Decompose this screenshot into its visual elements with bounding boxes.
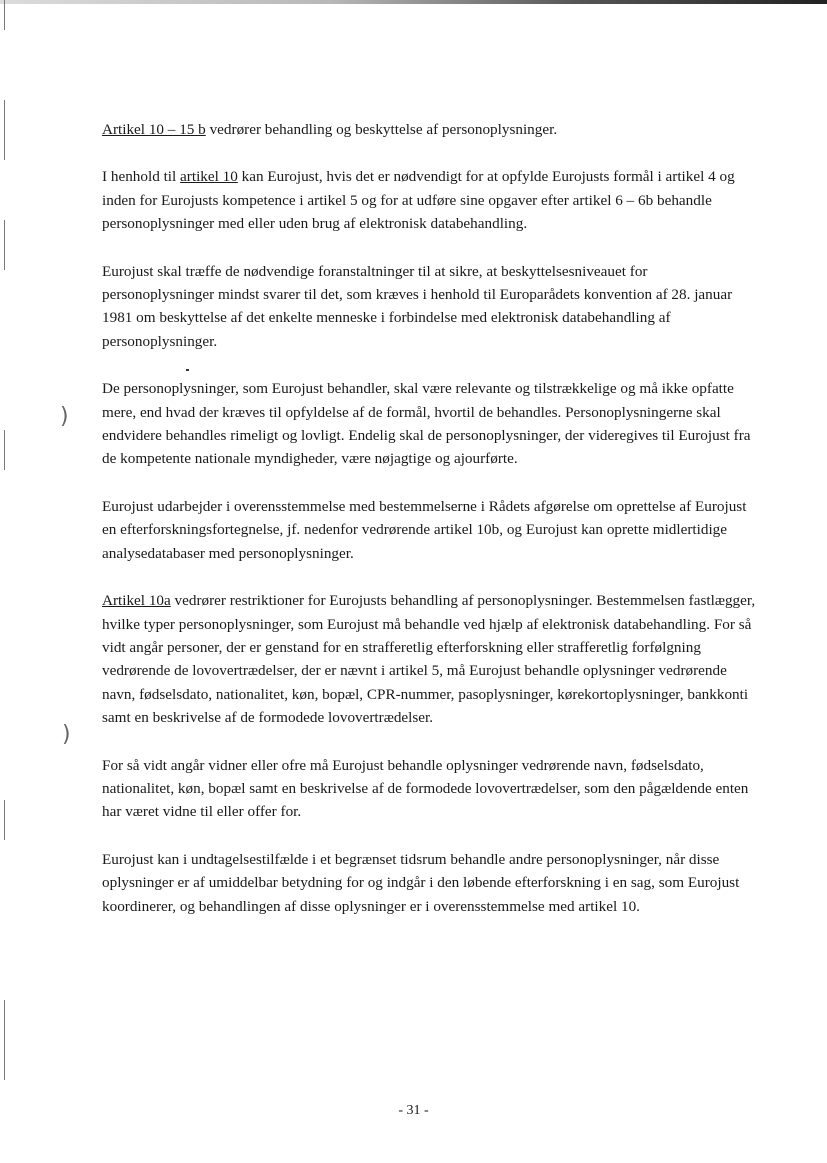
paragraph-index: [102, 495, 756, 565]
paragraph-text: vedrører restriktioner for Eurojusts behandling af personoplysninger. Bestemmelsen fastlægger, hvilke typer personoplysninger, som Eurojust må behandle ved hjælp af elektronisk databehandling. For så vidt angår personer, der er genstand for en strafferetlig efterforskning eller strafferetlig forfølgning vedrørende de lovovertrædelser, der er nævnt i artikel 5, må Eurojust behandle oplysninger vedrørende navn, fødselsdato, nationalitet, køn, bopæl, CPR-nummer, pasoplysninger, kørekortoplysninger, bankkonti samt en beskrivelse af de formodede lovovertrædelser.: [102, 592, 756, 727]
left-scan-edge: [4, 430, 5, 470]
article-reference: artikel 10: [180, 168, 238, 186]
paragraph-articles-10-15b: [102, 118, 756, 141]
paragraph-text: Eurojust udarbejder i overensstemmelse med bestemmelserne i Rådets afgørelse om oprettelse af Eurojust en efterforskningsfortegnelse, jf. nedenfor vedrørende artikel 10b, og Eurojust kan oprette midlertidige analysedatabaser med personoplysninger.: [102, 497, 747, 562]
paragraph-text: Eurojust kan i undtagelsestilfælde i et begrænset tidsrum behandle andre personoplysninger, når disse oplysninger er af umiddelbar betydning for og indgår i den løbende efterforskning i en sag, som Eurojust koordinerer, og behandlingen af disse oplysninger er i overensstemmelse med artikel 10.: [102, 850, 740, 915]
paragraph-text: For så vidt angår vidner eller ofre må Eurojust behandle oplysninger vedrørende navn, fødselsdato, nationalitet, køn, bopæl samt en beskrivelse af de formodede lovovertrædelser, som den pågældende enten har været vidne til eller offer for.: [102, 756, 749, 821]
punch-hole-mark: ): [60, 404, 69, 429]
left-scan-edge: [4, 800, 5, 840]
paragraph-text: kan Eurojust, hvis det er nødvendigt for at opfylde Eurojusts formål i artikel 4 og inden for Eurojusts kompetence i artikel 5 og for at udføre sine opgaver efter artikel 6 – 6b behandle personoplysninger med eller uden brug af elektronisk databehandling.: [102, 168, 735, 233]
paragraph-text: vedrører behandling og beskyttelse af personoplysninger.: [205, 121, 558, 138]
paragraph-exceptions: [102, 848, 756, 918]
paragraph-article-10a: [102, 589, 756, 729]
left-scan-edge: [4, 0, 5, 30]
left-scan-edge: [4, 1000, 5, 1080]
left-scan-edge: [4, 100, 5, 160]
punch-hole-mark: ): [62, 722, 71, 747]
article-reference: Artikel 10 – 15 b: [102, 121, 206, 138]
top-scan-border: [0, 0, 827, 4]
article-reference: Artikel 10a: [102, 592, 171, 610]
paragraph-witnesses: [102, 754, 756, 824]
paragraph-lead: I henhold til: [102, 168, 181, 186]
paragraph-relevance: [102, 377, 756, 471]
paragraph-protection-level: [102, 260, 756, 354]
left-scan-edge: [4, 220, 5, 270]
document-body: [102, 118, 756, 942]
paragraph-text: Eurojust skal træffe de nødvendige foranstaltninger til at sikre, at beskyttelsesniveauet for personoplysninger mindst svarer til det, som kræves i henhold til Europarådets konvention af 28. januar 1981 om beskyttelse af det enkelte menneske i forbindelse med elektronisk databehandling af personoplysninger.: [102, 262, 733, 350]
paragraph-article-10: [102, 165, 756, 235]
page-number: - 31 -: [398, 1103, 429, 1118]
paragraph-text: De personoplysninger, som Eurojust behandler, skal være relevante og tilstrækkelige og må ikke opfatte mere, end hvad der kræves til opfyldelse af de formål, hvortil de behandles. Personoplysningerne skal endvidere behandles rimeligt og lovligt. Endelig skal de personoplysninger, der videregives til Eurojust fra de kompetente nationale myndigheder, være nøjagtige og ajourførte.: [102, 380, 751, 468]
